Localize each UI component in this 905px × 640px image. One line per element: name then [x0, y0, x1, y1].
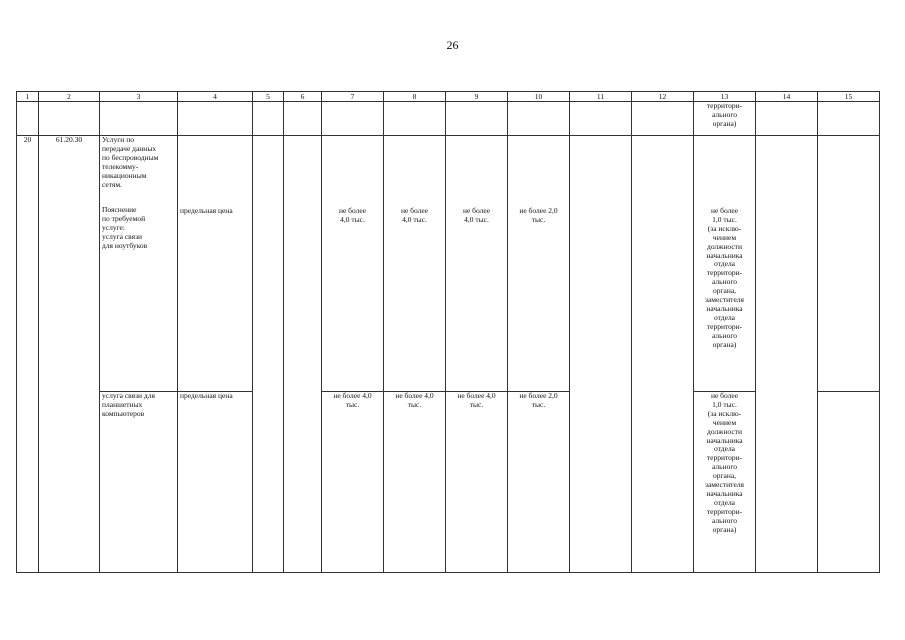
- value-col13-b: не более 1,0 тыс. (за исклю- чением должности начальника отдела территори- ального органа, заместителя начальника отдела территори- ального органа): [694, 392, 756, 573]
- service-description: [100, 136, 178, 392]
- col-header-10: 10: [508, 92, 570, 102]
- col-header-12: 12: [632, 92, 694, 102]
- col-header-14: 14: [756, 92, 818, 102]
- requirements-table: [16, 91, 880, 573]
- col-header-4: 4: [178, 92, 253, 102]
- continuation-col13: территори- ального органа): [694, 102, 756, 136]
- col-header-11: 11: [570, 92, 632, 102]
- row-number: 20: [17, 136, 39, 573]
- table-row-20-tablets: [17, 392, 880, 573]
- col-header-7: 7: [322, 92, 384, 102]
- col-header-2: 2: [39, 92, 100, 102]
- col-header-13: 13: [694, 92, 756, 102]
- value-col9-b: не более 4,0 тыс.: [446, 392, 508, 573]
- service-tablets: услуга связи для планшетных компьютеров: [100, 392, 178, 573]
- col-header-3: 3: [100, 92, 178, 102]
- value-col10: не более 2,0 тыс.: [508, 136, 570, 392]
- value-col13: не более 1,0 тыс. (за исклю- чением должности начальника отдела территори- ального органа, заместителя начальника отдела территори- ального органа): [694, 136, 756, 392]
- continuation-row: [17, 102, 880, 136]
- page-number: 26: [446, 38, 459, 52]
- value-col7: не более 4,0 тыс.: [322, 136, 384, 392]
- service-explanation: Пояснение по требуемой услуге: услуга связи для ноутбуков: [102, 205, 148, 251]
- col-header-5: 5: [253, 92, 284, 102]
- characteristic-type: предельная цена: [178, 136, 253, 392]
- value-col10-b: не более 2,0 тыс.: [508, 392, 570, 573]
- col-header-15: 15: [818, 92, 880, 102]
- characteristic-type-b: предельная цена: [178, 392, 253, 573]
- col-header-1: 1: [17, 92, 39, 102]
- col-header-8: 8: [384, 92, 446, 102]
- value-col8: не более 4,0 тыс.: [384, 136, 446, 392]
- column-number-row: [17, 92, 880, 102]
- col-header-6: 6: [284, 92, 322, 102]
- okpd-code: 61.20.30: [39, 136, 100, 573]
- table-row-20-laptops: [17, 136, 880, 392]
- value-col8-b: не более 4,0 тыс.: [384, 392, 446, 573]
- value-col9: не более 4,0 тыс.: [446, 136, 508, 392]
- value-col7-b: не более 4,0 тыс.: [322, 392, 384, 573]
- col-header-9: 9: [446, 92, 508, 102]
- service-name: Услуги по передаче данных по беспроводным телекомму- никационным сетям.: [102, 135, 159, 189]
